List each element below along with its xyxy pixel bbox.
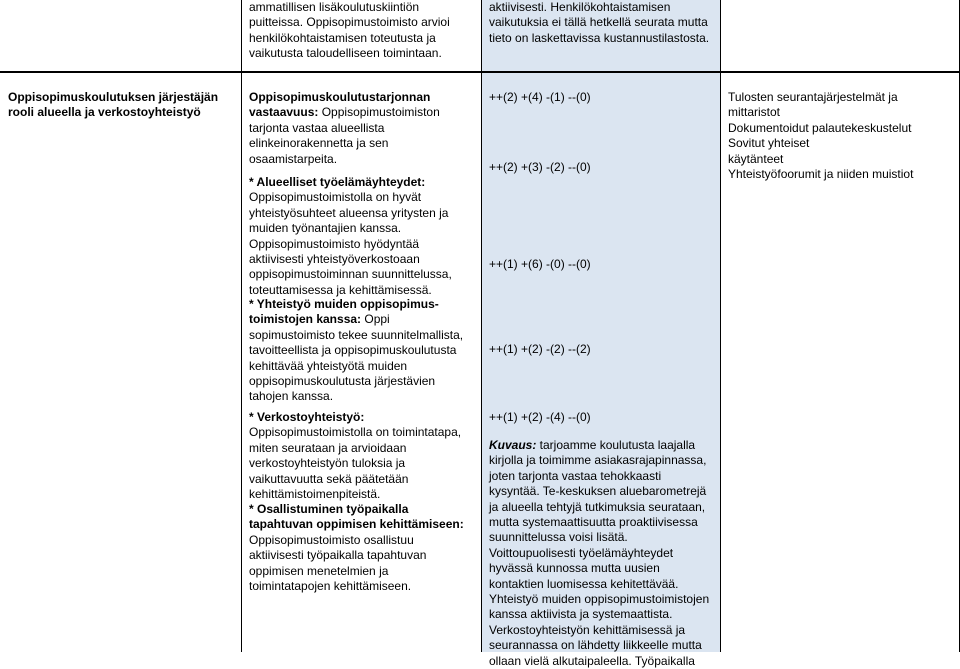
criterion-offering-match: Oppisopimuskoulutustarjonnan vastaavuus: Oppisopimustoimiston tarjonta vastaa alueellista elinkeinorakennetta ja sen osaamistarpeita.	[249, 90, 440, 166]
table-horizontal-rule	[0, 71, 960, 73]
score-offering-match: ++(2) +(4) -(1) --(0)	[489, 90, 591, 104]
criterion-regional-work-links: * Alueelliset työelämäyhteydet: Oppisopimustoimistolla on hyvät yhteistyösuhteet alueensa yritysten ja muiden työnantajien kanssa. Oppisopimustoimisto hyödyntää aktiivisesti yhteistyöverkostoaan oppisopimustoiminnan suunnittelussa, toteuttamisessa ja kehittämisessä.	[249, 175, 452, 297]
score-network-cooperation: ++(1) +(2) -(2) --(2)	[489, 342, 591, 356]
table-vertical-rule	[481, 0, 482, 652]
top-row-col1-text: ammatillisen lisäkoulutuskiintiön puitteissa. Oppisopimustoimisto arvioi henkilökohtaistamisen toteutusta ja vaikutusta taloudelliseen toimintaan.	[249, 0, 450, 61]
row-heading: Oppisopimuskoulutuksen järjestäjän rooli alueella ja verkostoyhteistyö	[8, 90, 219, 120]
description-label: Kuvaus:	[489, 438, 537, 452]
table-vertical-rule	[720, 0, 721, 652]
criterion-network-cooperation: * Verkostoyhteistyö: Oppisopimustoimistolla on toimintatapa, miten seurataan ja arvioidaan verkostoyhteistyön tuloksia ja vaikuttavuutta sekä päätetään kehittämistoimenpiteistä.	[249, 410, 462, 502]
table-vertical-rule	[241, 0, 242, 652]
criterion-workplace-learning: * Osallistuminen työpaikalla tapahtuvan oppimisen kehittämiseen: Oppisopimustoimisto osallistuu aktiivisesti työpaikalla tapahtuvan oppimisen menetelmien ja toimintatapojen kehittämiseen.	[249, 502, 464, 594]
score-workplace-learning: ++(1) +(2) -(4) --(0)	[489, 410, 591, 424]
description-text: Kuvaus: tarjoamme koulutusta laajalla kirjolla ja toimimme asiakasrajapinnassa, joten tarjonta vastaa tehokkaasti kysyntää. Te-keskuksen aluebarometrejä ja alueella tehtyjä tutkimuksia seurataan, mutta systemaattisuutta proaktiivisessa suunnittelussa voisi lisätä. Voittoupuolisesti työelämäyhteydet hyvässä kunnossa mutta uusien kontaktien luomisessa kehitettävää. Yhteistyö muiden oppisopimustoimistojen kanssa aktiivista ja systemaattista. Verkostoyhteistyön kehittämisessä ja seurannassa on lähdetty liikkeelle mutta ollaan vielä alkutaipaleella. Työpaikalla	[489, 438, 710, 668]
top-row-col3-text: aktiivisesti. Henkilökohtaistamisen vaikutuksia ei tällä hetkellä seurata mutta tieto on laskettavissa kustannustilastosta.	[489, 0, 710, 45]
score-regional-work-links: ++(2) +(3) -(2) --(0)	[489, 160, 591, 174]
evidence-tools-list: Tulosten seurantajärjestelmät ja mittaristot Dokumentoidut palautekeskustelut Sovitut yhteiset käytänteet Yhteistyöfoorumit ja niiden muistiot	[728, 90, 914, 182]
criterion-cooperation-other-offices: * Yhteistyö muiden oppisopimus- toimistojen kanssa: Oppi sopimustoimisto tekee suunnitelmallista, tavoitteellista ja oppisopimuskoulutusta kehittävää yhteistyötä muiden oppisopimuskoulutusta järjestävien tahojen kanssa.	[249, 297, 464, 404]
score-cooperation-other-offices: ++(1) +(6) -(0) --(0)	[489, 257, 591, 271]
